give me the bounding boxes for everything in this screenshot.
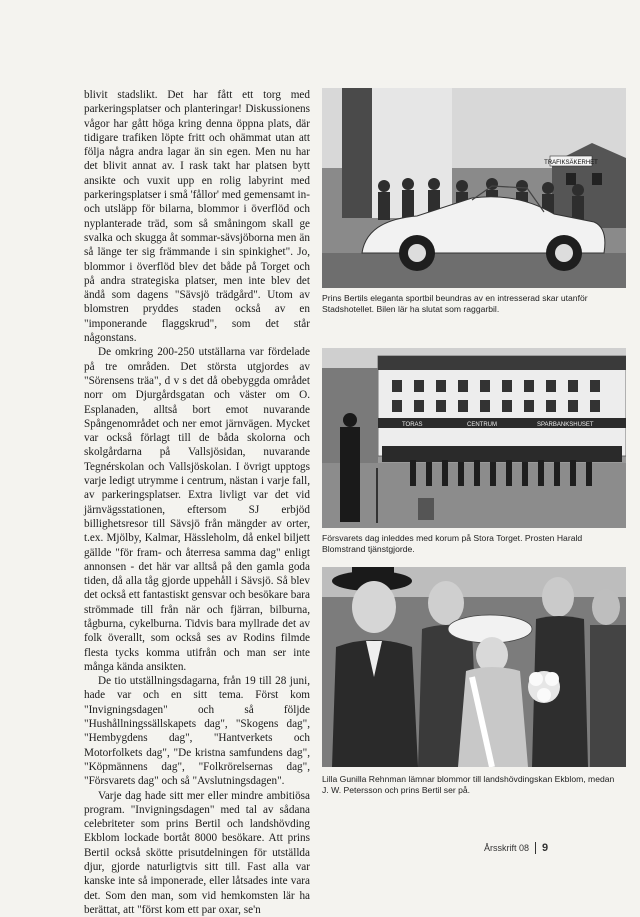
article-paragraph: Varje dag hade sitt mer eller mindre ambitiösa program. "Invigningsdagen" med tal av sådana celebriteter som prins Bertil och landshövding Ekblom lockade bortåt 8000 besökare. Att prins Bertil också skötte prisutdelningen för utställda djur, gjorde naturligtvis sitt till. Fast alla var kanske inte så imponerade, eller låtsades inte vara det. Som den man, som vid hemkomsten lär ha berättat, att "först kom ett par oxar, se'n (84, 789, 310, 916)
photo-caption: Lilla Gunilla Rehnman lämnar blommor till landshövdingskan Ekblom, medan J. W. Petersson och prins Bertil ser på. (322, 774, 615, 795)
photo-caption: Prins Bertils eleganta sportbil beundras av en intresserad skar utanför Stadshotellet. Bilen lär ha slutat som raggarbil. (322, 293, 588, 314)
article-text-column (84, 88, 310, 917)
photo-sports-car (322, 88, 626, 288)
photo-flower-presentation (322, 567, 626, 767)
photo-caption: Försvarets dag inleddes med korum på Stora Torget. Prosten Harald Blomstrand tjänstgjorde. (322, 533, 583, 554)
photo-sign-text: CENTRUM (467, 422, 497, 428)
photo-sign-text: TRAFIKSÄKERHET (544, 160, 598, 166)
article-paragraph: blivit stadslikt. Det har fått ett torg med parkeringsplatser och planteringar! Diskussionens vågor har gått höga kring denna öppna plats, där tidigare trafiken löpte fritt och ohämmat utan att följa några andra lagar än sin egen. Men nu har det blivit annat av. I rask takt har platsen bytt ansikte och vuxit upp en rolig labyrint med parkeringsplatser i små 'fållor' med gemensamt in- och utsläpp för bilarna, blommor i överflöd och nyplanterade träd, som så småningom skall ge svalka och skugga åt sommar-sävsjöborna men än så länge ter sig främmande i sin spinkighet". Jo, blommor i överflöd blev det både på Torget och på andra strategiska platser, men inte blev det ändå som dagens "Sävsjö trädgård". Utom av blomstren pryddes staden också av en "imponerande flaggskrud", som det står någonstans. (84, 89, 310, 345)
photo-military-band (322, 348, 626, 528)
page-number: 9 (542, 842, 549, 854)
photo-sign-text: SPARBANKSHUSET (537, 422, 594, 428)
footer-divider (535, 842, 536, 854)
publication-name: Årsskrift 08 (484, 843, 530, 853)
photo-sign-text: TORAS (402, 422, 423, 428)
article-paragraph: De omkring 200-250 utställarna var fördelade på tre områden. Det största utgjordes av "Sörensens träa", d v s det då obebyggda området norr om Djurgårdsgatan och väster om O. Esplanaden, alltså bort emot nuvarande Spångenområdet och ner emot järnvägen. Mycket var också förlagt till de båda skolorna och skolgårdarna på Vallsjösidan, nuvarande Tegnérskolan och Vallsjöskolan. I övrigt upptogs varje ledigt utrymme i centrum, nästan i varje fall, av parkeringsplatser. Extra livligt var det vid järnvägsstationen, eftersom SJ erbjöd billighetsresor till Sävsjö från mängder av orter, t.ex. Mjölby, Kalmar, Hässleholm, då enkel biljett gällde "för fram- och återresa samma dag" enligt annonsen - det här var alltså på den gamla goda tiden, då alla tåg gjorde uppehåll i Sävsjö. Så blev det också ett fantastiskt gensvar och besökare bara strömmade till från när och fjärran, bilburna, tågburna, cykelburna. Tidvis bara myllrade det av folk överallt, som också ses av Rodins filmde flesta tycks komma utifrån och man ser inte många kända ansikten. (84, 346, 310, 673)
article-paragraph: De tio utställningsdagarna, från 19 till 28 juni, hade var och en sitt tema. Först kom "Invigningsdagen" och så följde "Hushållningssällskapets dag", "Skogens dag", "Hembygdens dag", "Hantverkets och Motorfolkets dag", "De kristna samfundens dag", "Köpmännens dag", "Folkrörelsernas dag", "Försvarets dag" och så "Avslutningsdagen". (84, 675, 310, 788)
page-footer (484, 842, 548, 854)
